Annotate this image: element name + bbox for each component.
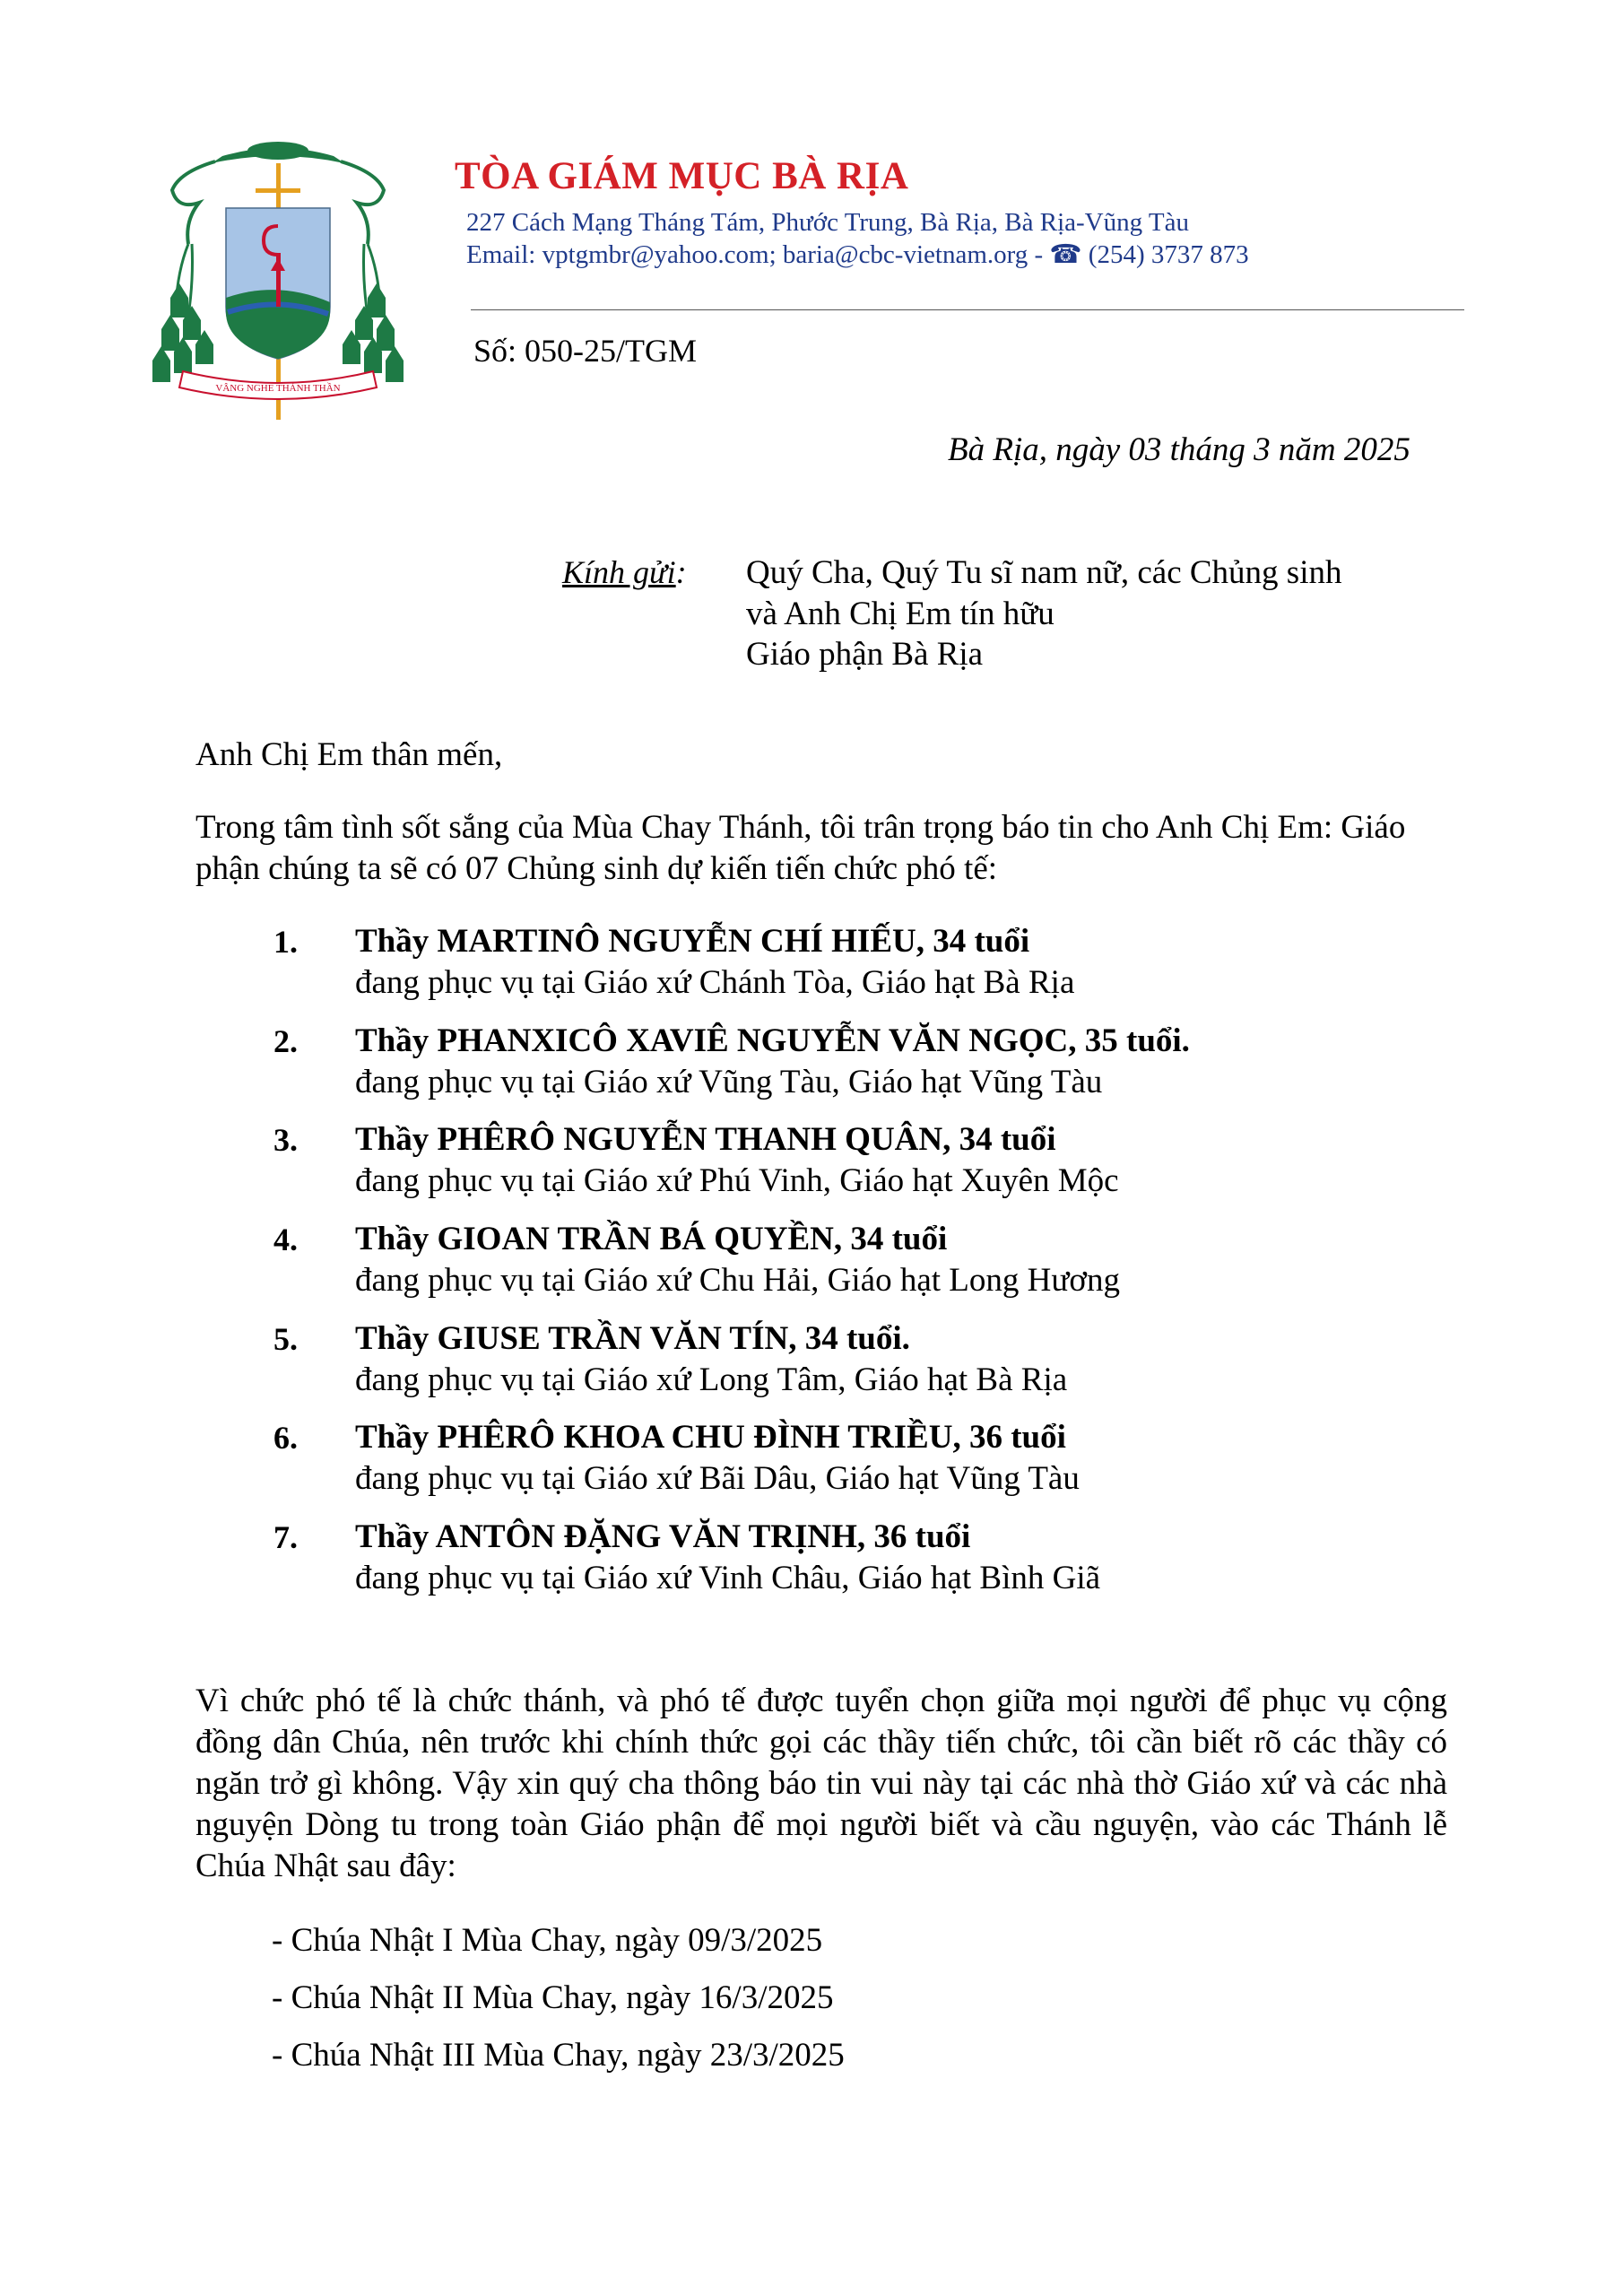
header-divider [471,309,1464,310]
telephone-icon: ☎ [1049,240,1089,269]
candidate-number: 5. [273,1321,298,1357]
recipient-line-2: và Anh Chị Em tín hữu [746,596,1055,632]
org-name: TÒA GIÁM MỤC BÀ RỊA [455,155,909,197]
sunday-item: - Chúa Nhật I Mùa Chay, ngày 09/3/2025 [272,1922,823,1959]
document-date: Bà Rịa, ngày 03 tháng 3 năm 2025 [948,431,1410,468]
candidate-number: 1. [273,924,298,960]
sunday-item: - Chúa Nhật II Mùa Chay, ngày 16/3/2025 [272,1979,834,2016]
contact-phone: (254) 3737 873 [1088,240,1249,269]
document-number: Số: 050-25/TGM [473,333,698,369]
candidate-number: 7. [273,1519,298,1555]
recipients-label-text: Kính gửi [562,554,676,590]
candidate-name: Thầy PHANXICÔ XAVIÊ NGUYỄN VĂN NGỌC, 35 tuổi. [355,1022,1190,1059]
candidate-name: Thầy GIUSE TRẦN VĂN TÍN, 34 tuổi. [355,1320,910,1357]
contact-emails: Email: vptgmbr@yahoo.com; baria@cbc-vietnam.org - [466,240,1050,269]
candidate-number: 4. [273,1222,298,1257]
candidate-number: 3. [273,1122,298,1158]
candidate-name: Thầy ANTÔN ĐẶNG VĂN TRỊNH, 36 tuổi [355,1518,971,1555]
recipients-label-colon: : [675,554,687,590]
candidate-assignment: đang phục vụ tại Giáo xứ Chu Hải, Giáo hạt Long Hương [355,1262,1120,1299]
candidate-assignment: đang phục vụ tại Giáo xứ Vinh Châu, Giáo hạt Bình Giã [355,1560,1101,1596]
candidate-name: Thầy PHÊRÔ NGUYỄN THANH QUÂN, 34 tuổi [355,1121,1056,1158]
candidate-assignment: đang phục vụ tại Giáo xứ Vũng Tàu, Giáo hạt Vũng Tàu [355,1064,1103,1100]
recipient-line-3: Giáo phận Bà Rịa [746,636,984,673]
greeting: Anh Chị Em thân mến, [195,736,503,773]
candidate-number: 2. [273,1023,298,1059]
candidate-assignment: đang phục vụ tại Giáo xứ Phú Vinh, Giáo hạt Xuyên Mộc [355,1162,1119,1199]
intro-paragraph: Trong tâm tình sốt sắng của Mùa Chay Thánh, tôi trân trọng báo tin cho Anh Chị Em: Giáo phận chúng ta sẽ có 07 Chủng sinh dự kiến tiến chức phó tế: [195,809,1406,887]
sunday-item: - Chúa Nhật III Mùa Chay, ngày 23/3/2025 [272,2037,845,2074]
candidate-assignment: đang phục vụ tại Giáo xứ Long Tâm, Giáo hạt Bà Rịa [355,1361,1068,1398]
candidate-assignment: đang phục vụ tại Giáo xứ Bãi Dâu, Giáo hạt Vũng Tàu [355,1460,1080,1497]
candidate-name: Thầy GIOAN TRẦN BÁ QUYỀN, 34 tuổi [355,1221,948,1257]
recipients-label [562,553,687,591]
org-contact [466,239,1249,270]
candidate-name: Thầy PHÊRÔ KHOA CHU ĐÌNH TRIỀU, 36 tuổi [355,1419,1066,1456]
candidate-name: Thầy MARTINÔ NGUYỄN CHÍ HIẾU, 34 tuổi [355,923,1030,960]
recipient-line-1: Quý Cha, Quý Tu sĩ nam nữ, các Chủng sinh [746,554,1342,591]
candidate-number: 6. [273,1420,298,1456]
motto-text: VÂNG NGHE THÁNH THẦN [215,383,341,394]
org-address: 227 Cách Mạng Tháng Tám, Phước Trung, Bà Rịa, Bà Rịa-Vũng Tàu [466,208,1189,237]
coat-of-arms-logo [152,136,404,422]
candidate-assignment: đang phục vụ tại Giáo xứ Chánh Tòa, Giáo hạt Bà Rịa [355,964,1075,1001]
announcement-paragraph: Vì chức phó tế là chức thánh, và phó tế được tuyển chọn giữa mọi người để phục vụ cộng đồng dân Chúa, nên trước khi chính thức gọi các thầy tiến chức, tôi cần biết rõ các thầy có ngăn trở gì không. Vậy xin quý cha thông báo tin vui này tại các nhà thờ Giáo xứ và các nhà nguyện Dòng tu trong toàn Giáo phận để mọi người biết và cầu nguyện, vào các Thánh lễ Chúa Nhật sau đây: [195,1683,1447,1884]
